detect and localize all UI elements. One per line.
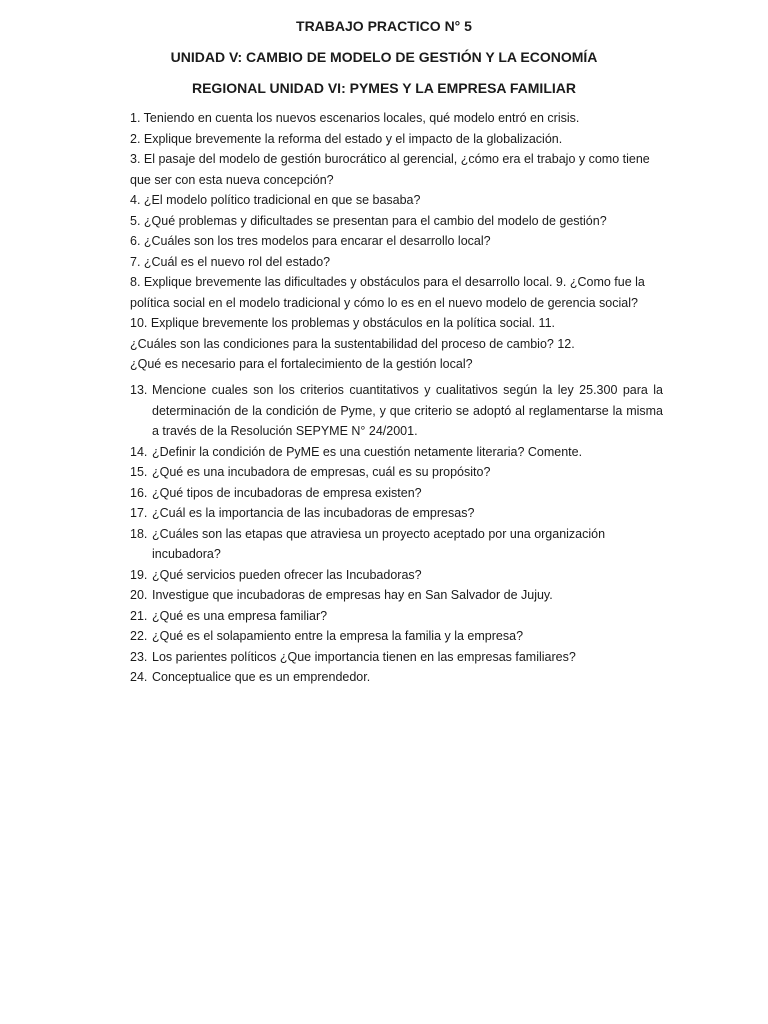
item-text: Conceptualice que es un emprendedor.: [152, 670, 371, 684]
item-text: ¿Qué servicios pueden ofrecer las Incubadoras?: [152, 567, 422, 582]
item-number: 16.: [130, 485, 148, 500]
list-item: [130, 462, 663, 483]
text-line: 3. El pasaje del modelo de gestión burocrático al gerencial, ¿cómo era el trabajo y como tiene: [130, 152, 650, 166]
list-item: [130, 626, 663, 647]
document-subtitle-unit-6: REGIONAL UNIDAD VI: PYMES Y LA EMPRESA FAMILIAR: [191, 80, 576, 96]
document-title: TRABAJO PRACTICO N° 5: [296, 18, 472, 34]
item-number: 21.: [130, 608, 148, 623]
list-item: [130, 380, 663, 442]
list-item: [130, 565, 663, 586]
item-text: Mencione cuales son los criterios cuantitativos y cualitativos según la ley 25.300 para la determinación de la condición de Pyme, y que criterio se adoptó al reglamentarse la misma a través de la Resolución SEPYME N° 24/2001.: [152, 383, 663, 438]
text-line: 5. ¿Qué problemas y dificultades se presentan para el cambio del modelo de gestión?: [130, 213, 607, 228]
item-number: 24.: [130, 670, 148, 684]
item-number: 20.: [130, 588, 148, 602]
list-item: [130, 503, 663, 524]
text-line: 2. Explique brevemente la reforma del estado y el impacto de la globalización.: [130, 131, 563, 146]
item-text: ¿Qué es una incubadora de empresas, cuál es su propósito?: [152, 465, 491, 479]
item-number: 17.: [130, 506, 148, 520]
item-text: Investigue que incubadoras de empresas hay en San Salvador de Jujuy.: [152, 588, 553, 602]
text-line: 8. Explique brevemente las dificultades y obstáculos para el desarrollo local. 9. ¿Como fue la: [130, 275, 645, 289]
question-block-1-12: [130, 108, 663, 375]
item-number: 23.: [130, 649, 148, 664]
list-item: [130, 442, 663, 463]
list-item: [130, 647, 663, 668]
item-text: ¿Definir la condición de PyME es una cuestión netamente literaria? Comente.: [152, 444, 583, 459]
item-text: ¿Cuáles son las etapas que atraviesa un proyecto aceptado por una organización incubadora?: [152, 526, 606, 561]
text-line: 4. ¿El modelo político tradicional en que se basaba?: [130, 193, 421, 207]
text-line: 7. ¿Cuál es el nuevo rol del estado?: [130, 254, 331, 269]
text-line: ¿Qué es necesario para el fortalecimiento de la gestión local?: [130, 357, 473, 371]
item-text: ¿Qué es el solapamiento entre la empresa la familia y la empresa?: [152, 629, 524, 643]
list-item: [130, 667, 663, 688]
list-item: [130, 524, 663, 565]
item-number: 22.: [130, 629, 148, 643]
item-text: ¿Cuál es la importancia de las incubadoras de empresas?: [152, 506, 475, 520]
item-text: Los parientes políticos ¿Que importancia tienen en las empresas familiares?: [152, 649, 576, 664]
text-line: 6. ¿Cuáles son los tres modelos para encarar el desarrollo local?: [130, 234, 491, 248]
list-item: [130, 606, 663, 627]
list-item: [130, 585, 663, 606]
question-list-13-24: [130, 380, 663, 688]
text-line: política social en el modelo tradicional y cómo lo es en el nuevo modelo de gerencia social?: [130, 295, 638, 310]
document-subtitle-unit-5: UNIDAD V: CAMBIO DE MODELO DE GESTIÓN Y LA ECONOMÍA: [170, 49, 598, 65]
item-number: 19.: [130, 567, 148, 582]
item-number: 14.: [130, 444, 148, 459]
text-line: ¿Cuáles son las condiciones para la sustentabilidad del proceso de cambio? 12.: [130, 336, 575, 351]
text-line: 1. Teniendo en cuenta los nuevos escenarios locales, qué modelo entró en crisis.: [130, 111, 580, 125]
item-text: ¿Qué es una empresa familiar?: [152, 608, 328, 623]
text-line: que ser con esta nueva concepción?: [130, 172, 334, 187]
item-number: 18.: [130, 526, 148, 541]
item-text: ¿Qué tipos de incubadoras de empresa existen?: [152, 485, 422, 500]
item-number: 13.: [130, 383, 148, 397]
text-line: 10. Explique brevemente los problemas y obstáculos en la política social. 11.: [130, 316, 556, 330]
list-item: [130, 483, 663, 504]
item-number: 15.: [130, 465, 148, 479]
